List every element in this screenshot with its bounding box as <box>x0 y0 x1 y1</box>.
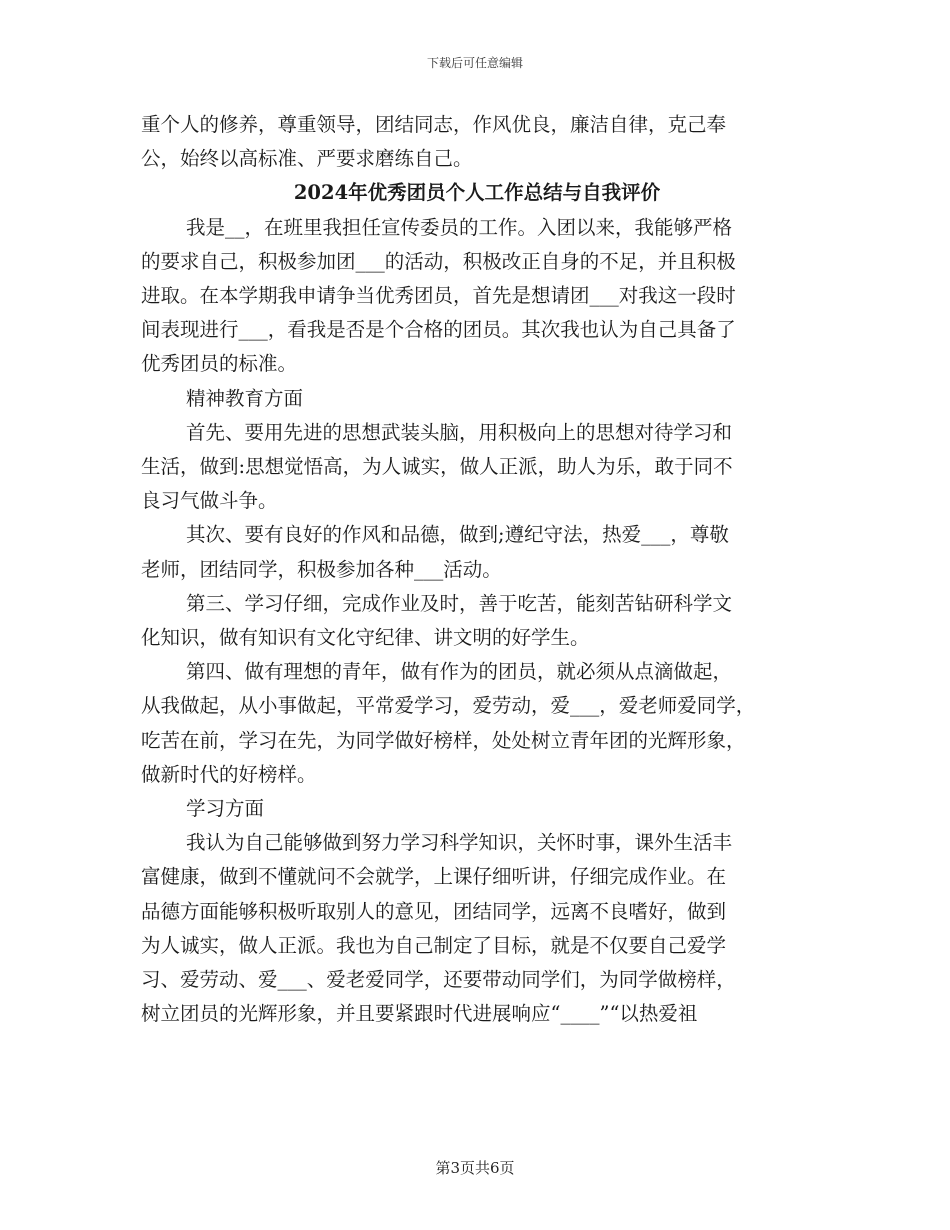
text-line: 我认为自己能够做到努力学习科学知识，关怀时事，课外生活丰 <box>186 831 733 855</box>
text-line: 从我做起，从小事做起，平常爱学习，爱劳动，爱___，爱老师爱同学， <box>141 694 756 718</box>
text-line: 间表现进行___，看我是否是个合格的团员。其次我也认为自己具备了 <box>141 318 736 342</box>
text-line: 为人诚实，做人正派。我也为自己制定了目标，就是不仅要自己爱学 <box>141 933 727 957</box>
subheading-study: 学习方面 <box>186 797 265 821</box>
text-line: 重个人的修养，尊重领导，团结同志，作风优良，廉洁自律，克己奉 <box>141 113 727 136</box>
text-line: 第三、学习仔细，完成作业及时，善于吃苦，能刻苦钻研科学文 <box>186 591 733 615</box>
text-line: 第四、做有理想的青年，做有作为的团员，就必须从点滴做起， <box>186 660 733 684</box>
text-line: 公，始终以高标准、严要求磨练自己。 <box>141 147 473 171</box>
text-line: 进取。在本学期我申请争当优秀团员，首先是想请团___对我这一段时 <box>141 284 736 308</box>
text-line: 习、爱劳动、爱___、爱老爱同学，还要带动同学们，为同学做榜样， <box>141 968 736 992</box>
text-line: 品德方面能够积极听取别人的意见，团结同学，远离不良嗜好，做到 <box>141 899 727 923</box>
text-line: 良习气做斗争。 <box>141 489 278 513</box>
text-line: 其次、要有良好的作风和品德，做到;遵纪守法，热爱___，尊敬 <box>186 523 729 547</box>
text-line: 吃苦在前，学习在先，为同学做好榜样，处处树立青年团的光辉形象， <box>141 728 746 752</box>
document-body <box>141 108 813 1031</box>
text-line: 我是__，在班里我担任宣传委员的工作。入团以来，我能够严格 <box>186 215 733 239</box>
page-number: 第3页共6页 <box>435 1159 515 1177</box>
section-title: 2024年优秀团员个人工作总结与自我评价 <box>293 181 661 205</box>
text-line: 化知识，做有知识有文化守纪律、讲文明的好学生。 <box>141 626 590 650</box>
text-line: 首先、要用先进的思想武装头脑，用积极向上的思想对待学习和 <box>186 420 733 444</box>
text-line: 树立团员的光辉形象，并且要紧跟时代进展响应“____”“以热爱祖 <box>141 1002 698 1026</box>
text-line: 老师，团结同学，积极参加各种___活动。 <box>141 557 502 581</box>
text-line: 生活，做到:思想觉悟高，为人诚实，做人正派，助人为乐，敢于同不 <box>141 455 733 479</box>
text-line: 优秀团员的标准。 <box>141 352 298 376</box>
text-line: 的要求自己，积极参加团___的活动，积极改正自身的不足，并且积极 <box>141 249 736 273</box>
text-line: 富健康，做到不懂就问不会就学，上课仔细听讲，仔细完成作业。在 <box>141 865 727 889</box>
page-header: 下载后可任意编辑 <box>426 56 523 70</box>
text-line: 做新时代的好榜样。 <box>141 762 317 786</box>
subheading-spiritual-education: 精神教育方面 <box>186 386 304 410</box>
